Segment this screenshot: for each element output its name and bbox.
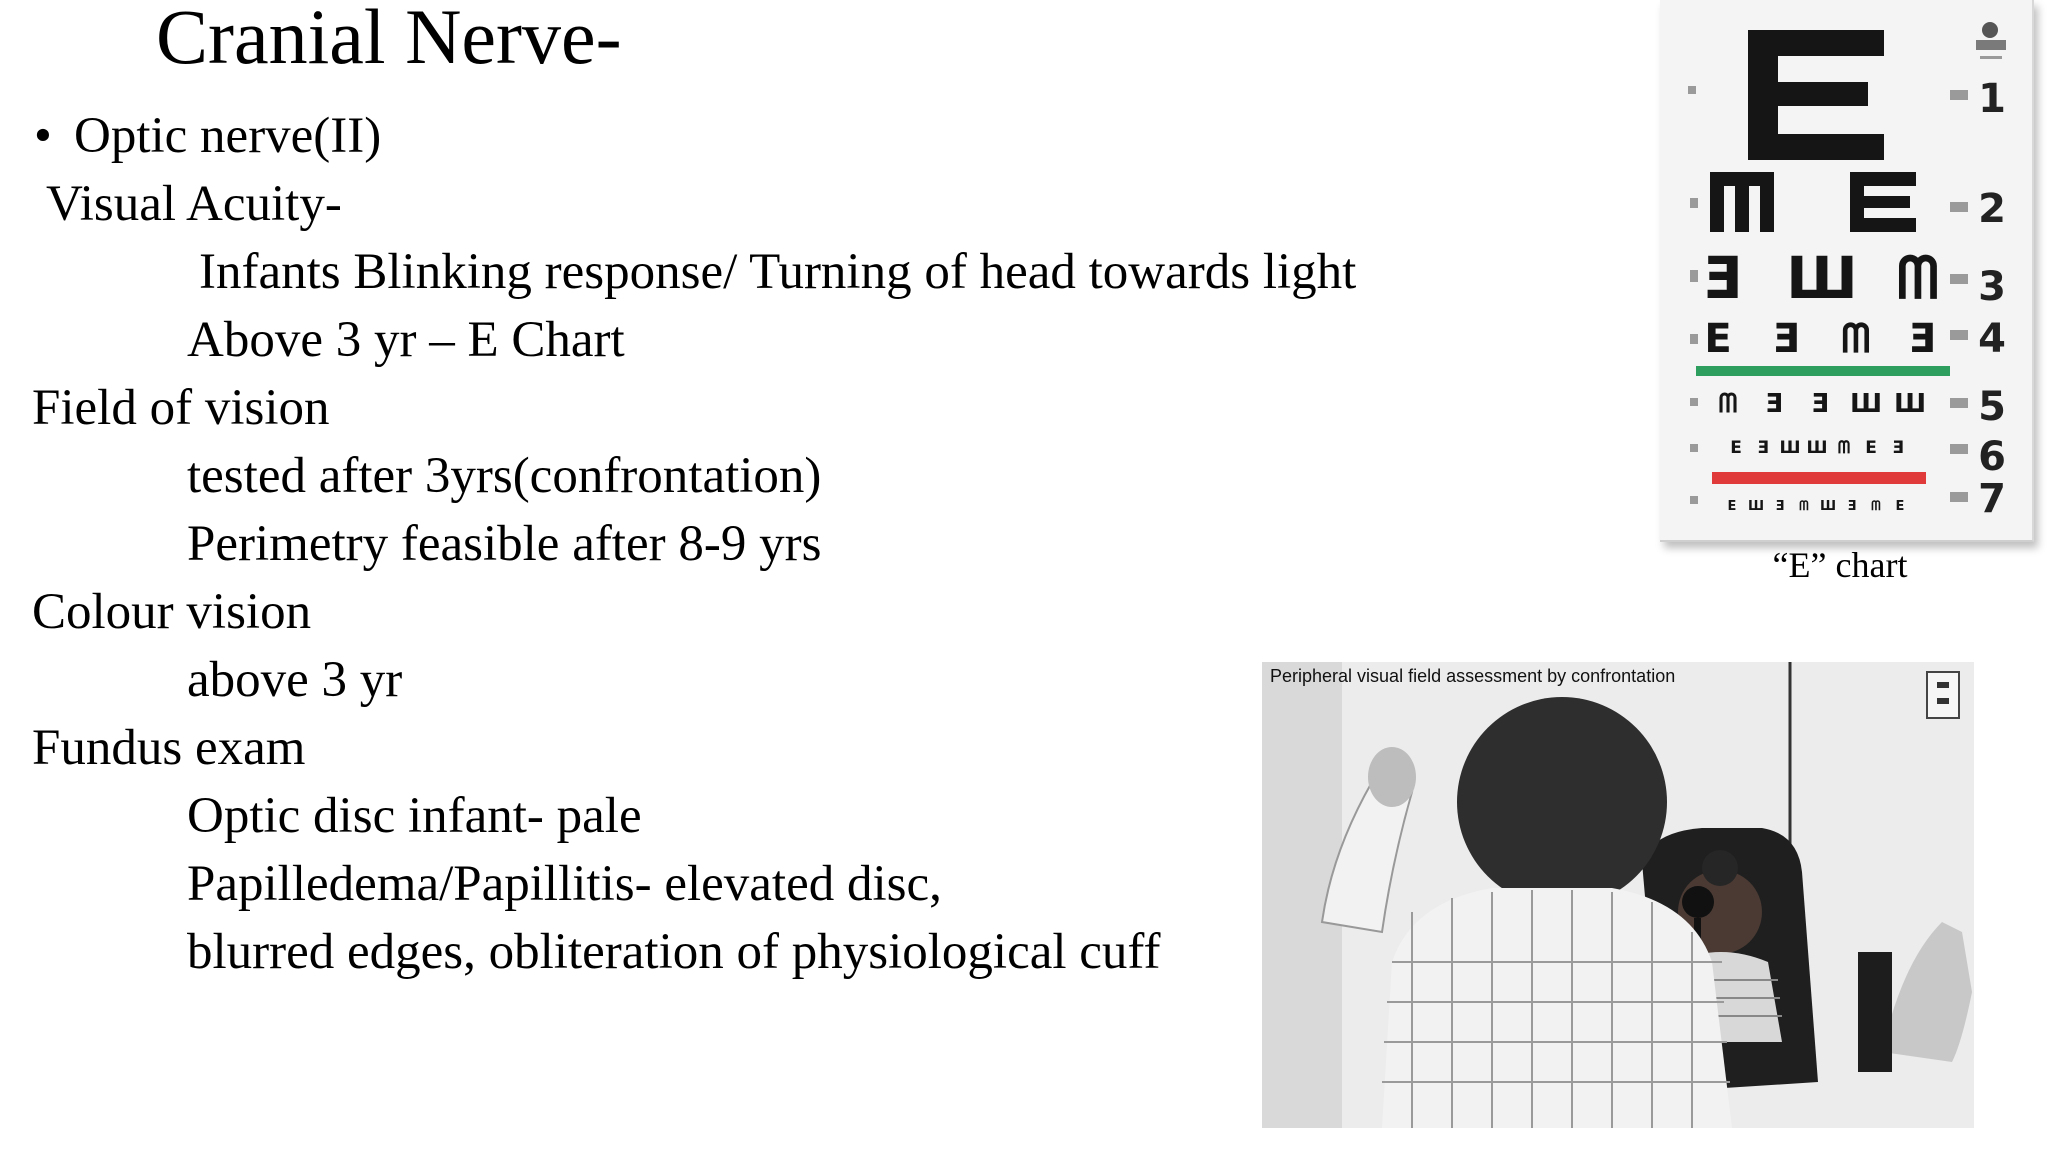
svg-text:E: E bbox=[1727, 499, 1737, 514]
text-line-tested-after: tested after 3yrs(confrontation) bbox=[187, 448, 822, 504]
photo-caption: Peripheral visual field assessment by confrontation bbox=[1270, 666, 1676, 686]
svg-text:ᗰ: ᗰ bbox=[1871, 499, 1881, 514]
svg-text:Ш: Ш bbox=[1893, 389, 1927, 419]
row-number-2: 2 bbox=[1978, 186, 2006, 232]
slide-title: Cranial Nerve- bbox=[156, 0, 622, 80]
text-line-field-of-vision: Field of vision bbox=[32, 380, 330, 436]
text-line-fundus-exam: Fundus exam bbox=[32, 720, 306, 776]
svg-text:Ш: Ш bbox=[1849, 389, 1883, 419]
svg-text:Ш: Ш bbox=[1819, 499, 1837, 514]
svg-text:E: E bbox=[1895, 499, 1905, 514]
green-bar bbox=[1696, 366, 1950, 376]
svg-text:Ǝ: Ǝ bbox=[1772, 316, 1800, 362]
text-line-visual-acuity: Visual Acuity- bbox=[46, 176, 342, 232]
text-line-above-3yr: Above 3 yr – E Chart bbox=[187, 312, 625, 368]
row-number-4: 4 bbox=[1978, 316, 2006, 362]
e-chart-image bbox=[1660, 0, 2034, 542]
svg-text:Ǝ: Ǝ bbox=[1908, 316, 1936, 362]
confrontation-photo bbox=[1262, 662, 1974, 1128]
red-bar bbox=[1712, 472, 1926, 484]
bullet: • bbox=[34, 108, 52, 164]
row-number-7: 7 bbox=[1978, 476, 2006, 522]
row-number-1: 1 bbox=[1978, 76, 2006, 122]
text-line-colour-vision: Colour vision bbox=[32, 584, 312, 640]
text-line-papilledema: Papilledema/Papillitis- elevated disc, bbox=[187, 856, 942, 912]
chart-logo-icon bbox=[1976, 22, 2006, 59]
svg-text:ᗰ: ᗰ bbox=[1799, 499, 1809, 514]
optic-nerve-label: Optic nerve(II) bbox=[74, 108, 382, 164]
svg-text:Ǝ: Ǝ bbox=[1765, 389, 1783, 419]
row-number-6: 6 bbox=[1978, 434, 2006, 480]
text-line-optic-nerve bbox=[34, 106, 381, 166]
svg-text:E: E bbox=[1704, 316, 1732, 362]
text-line-perimetry: Perimetry feasible after 8-9 yrs bbox=[187, 516, 822, 572]
svg-text:Ш: Ш bbox=[1806, 438, 1828, 458]
e-chart-drawing bbox=[1660, 0, 2032, 540]
svg-text:E: E bbox=[1865, 438, 1877, 458]
row-number-5: 5 bbox=[1978, 384, 2006, 430]
svg-text:Ǝ: Ǝ bbox=[1811, 389, 1829, 419]
row-number-3: 3 bbox=[1978, 264, 2006, 310]
svg-text:Ǝ: Ǝ bbox=[1847, 499, 1857, 514]
svg-text:ᗰ: ᗰ bbox=[1837, 438, 1851, 458]
svg-text:ᗰ: ᗰ bbox=[1718, 389, 1738, 419]
text-line-infants: Infants Blinking response/ Turning of head towards light bbox=[199, 244, 1357, 300]
svg-text:Ǝ: Ǝ bbox=[1702, 244, 1742, 312]
svg-text:E: E bbox=[1730, 438, 1742, 458]
text-line-optic-disc: Optic disc infant- pale bbox=[187, 788, 642, 844]
svg-text:Ǝ: Ǝ bbox=[1892, 438, 1904, 458]
svg-text:Ш: Ш bbox=[1747, 499, 1765, 514]
text-line-above-3-yr: above 3 yr bbox=[187, 652, 403, 708]
text-line-blurred-edges: blurred edges, obliteration of physiological cuff bbox=[187, 924, 1161, 980]
svg-text:ᗰ: ᗰ bbox=[1841, 316, 1871, 362]
svg-text:ᗰ: ᗰ bbox=[1897, 244, 1939, 312]
svg-text:Ǝ: Ǝ bbox=[1757, 438, 1769, 458]
svg-text:Ǝ: Ǝ bbox=[1775, 499, 1785, 514]
svg-text:Ш: Ш bbox=[1786, 244, 1858, 312]
svg-text:Ш: Ш bbox=[1779, 438, 1801, 458]
e-chart-caption: “E” chart bbox=[1772, 545, 1908, 585]
confrontation-photo-drawing bbox=[1262, 662, 1974, 1128]
